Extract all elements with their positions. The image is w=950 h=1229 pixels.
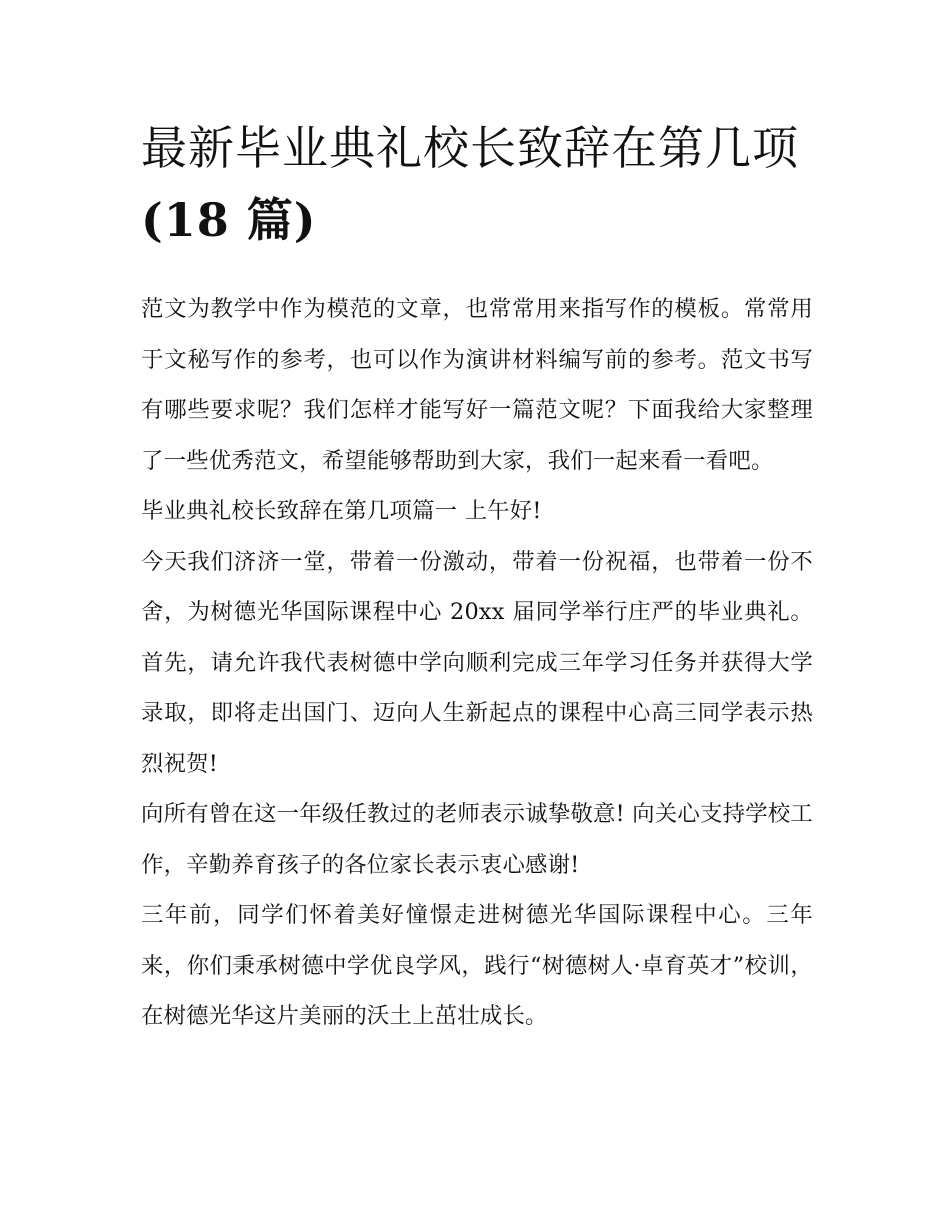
- paragraph-opening: 今天我们济济一堂，带着一份激动，带着一份祝福，也带着一份不舍，为树德光华国际课程中心 20xx 届同学举行庄严的毕业典礼。首先，请允许我代表树德中学向顺利完成三年学习任务并获得大学录取，即将走出国门、迈向人生新起点的课程中心高三同学表示热烈祝贺!: [141, 548, 813, 777]
- title-text: 最新毕业典礼校长致辞在第几项: [141, 121, 799, 175]
- document-body: [141, 284, 813, 1042]
- paragraph-thanks: 向所有曾在这一年级任教过的老师表示诚挚敬意! 向关心支持学校工作，辛勤养育孩子的各位家长表示衷心感谢!: [141, 801, 813, 878]
- paragraph-section-heading: 毕业典礼校长致辞在第几项篇一 上午好!: [141, 498, 542, 524]
- paragraph-intro: 范文为教学中作为模范的文章，也常常用来指写作的模板。常常用于文秘写作的参考，也可以作为演讲材料编写前的参考。范文书写有哪些要求呢？我们怎样才能写好一篇范文呢？下面我给大家整理了一些优秀范文，希望能够帮助到大家，我们一起来看一看吧。: [141, 296, 813, 474]
- document-title: [141, 112, 813, 256]
- paragraph-three-years: 三年前，同学们怀着美好憧憬走进树德光华国际课程中心。三年来，你们秉承树德中学优良学风，践行“树德树人·卓育英才”校训，在树德光华这片美丽的沃土上茁壮成长。: [141, 902, 813, 1029]
- document-page: [141, 112, 813, 1042]
- title-count: (18 篇): [141, 193, 317, 247]
